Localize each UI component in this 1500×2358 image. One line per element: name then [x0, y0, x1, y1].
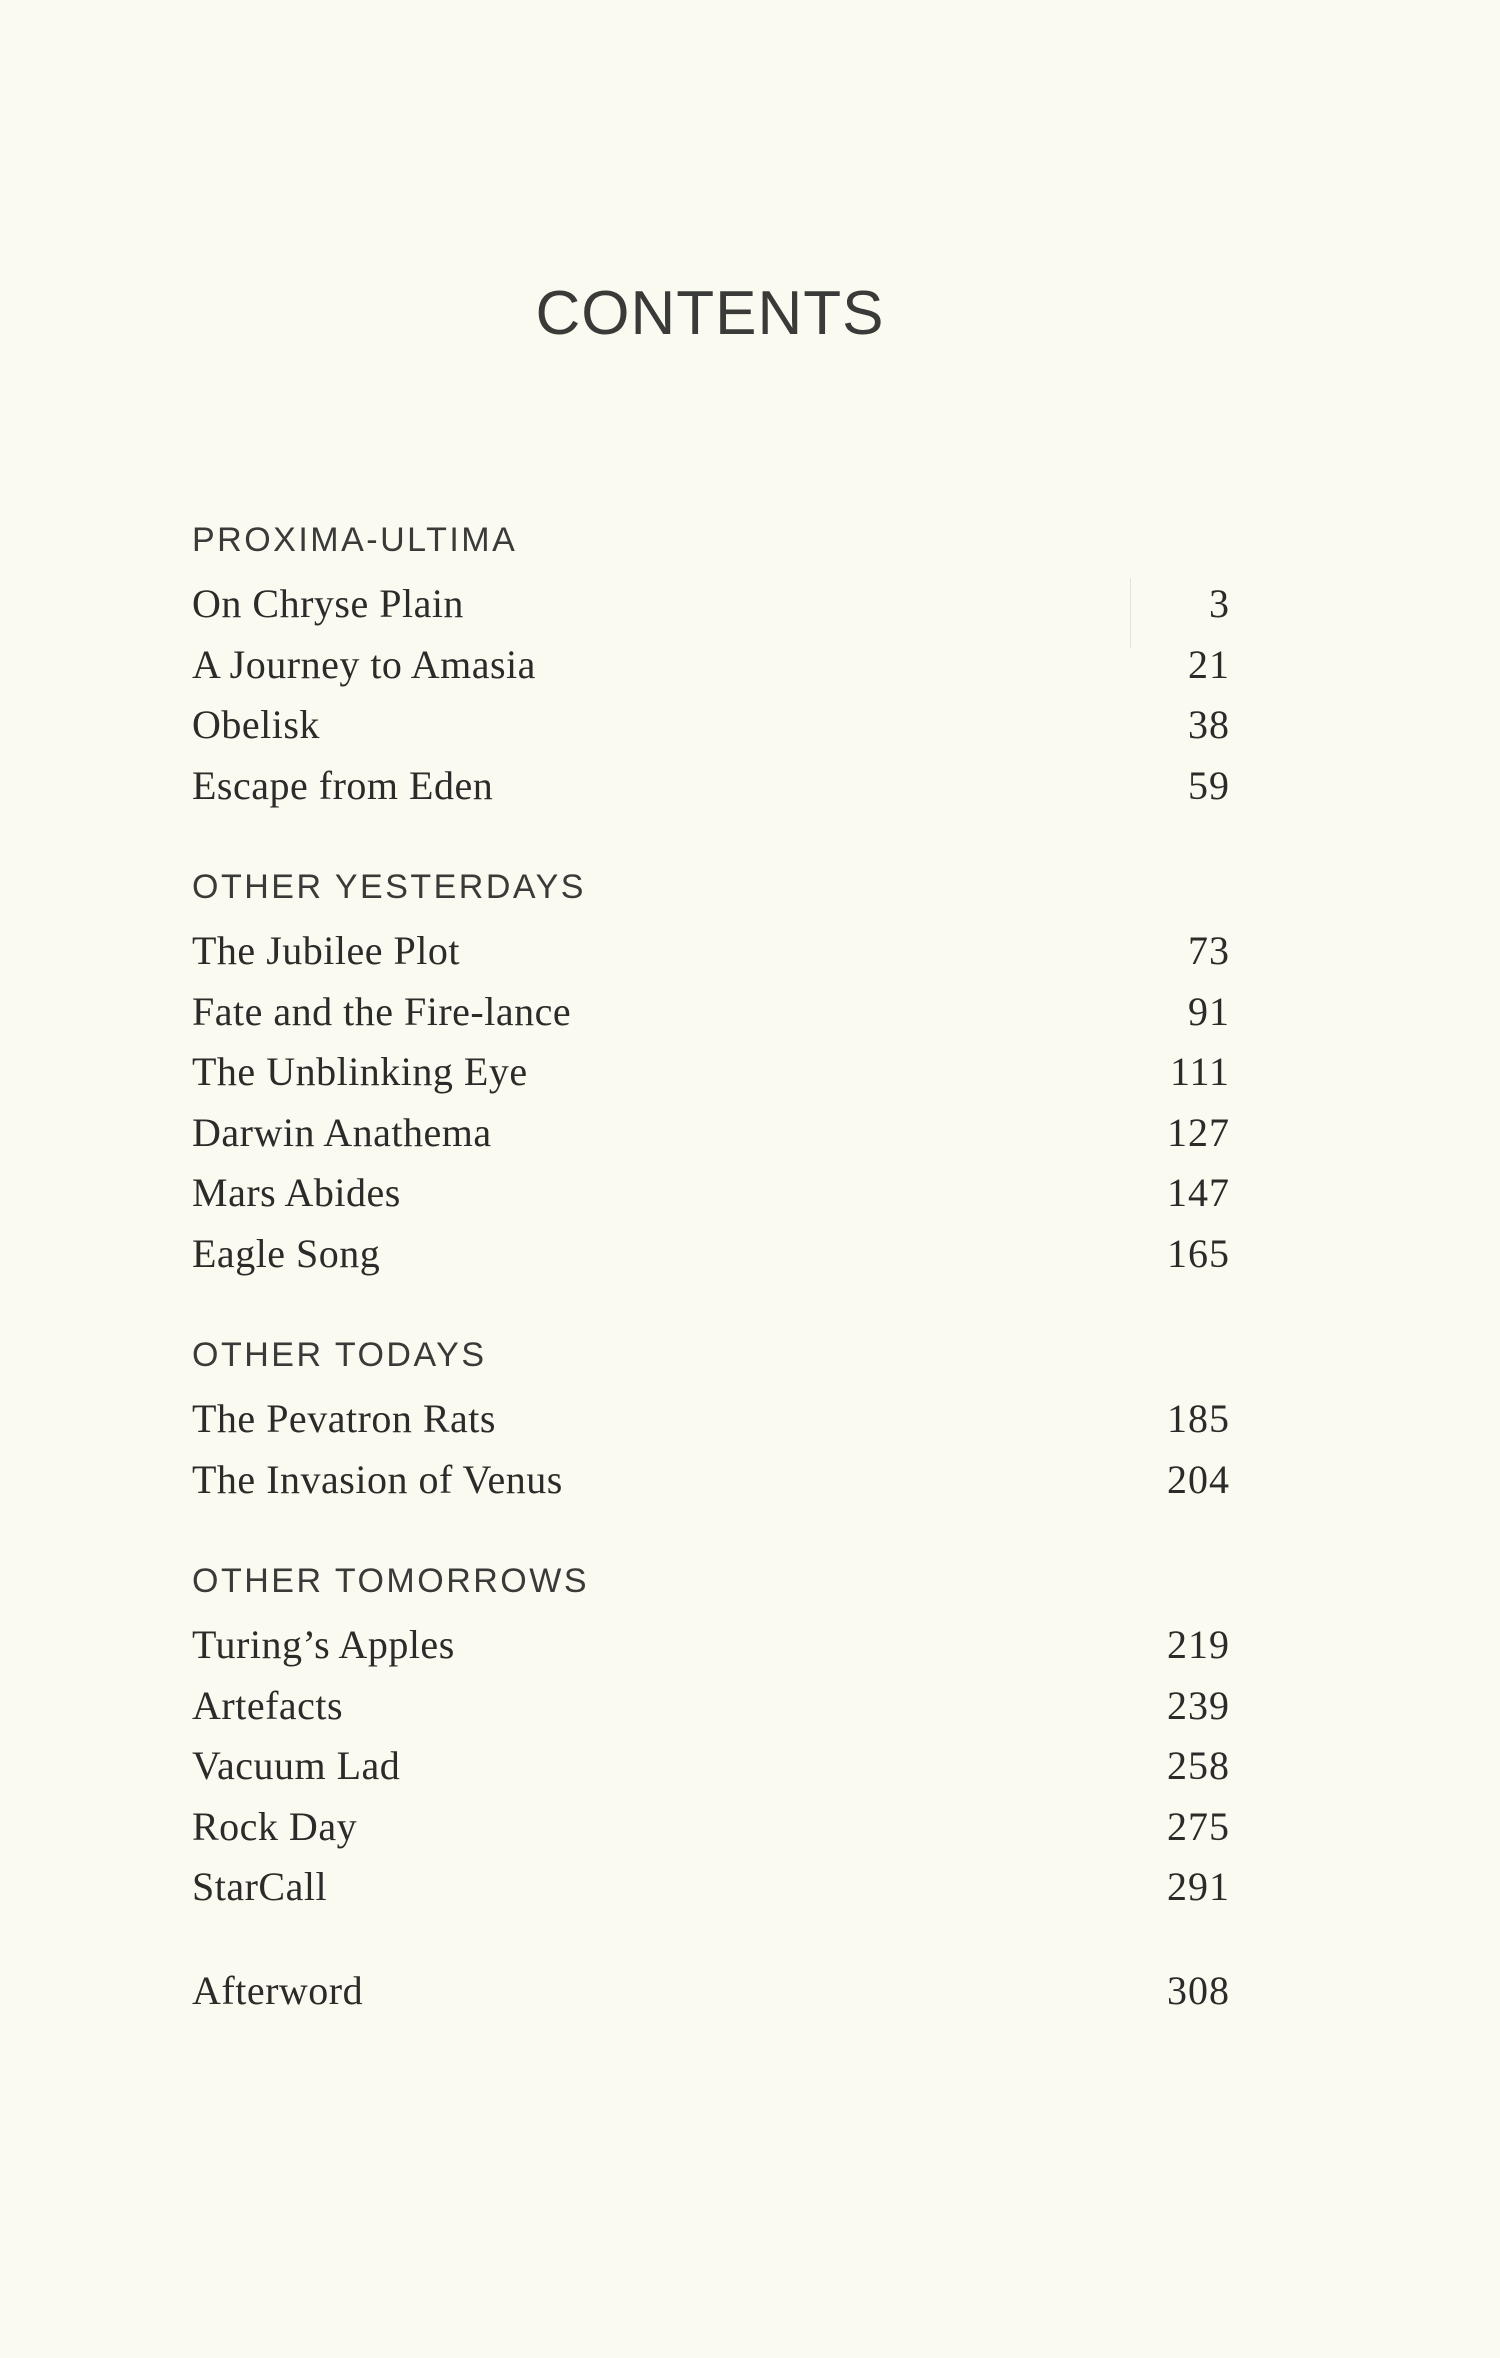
entry-title: StarCall — [192, 1864, 328, 1909]
entry-page-number: 204 — [1167, 1456, 1230, 1502]
toc-entry[interactable] — [192, 1389, 1230, 1450]
toc-entry[interactable] — [192, 1736, 1230, 1797]
entry-page-number: 219 — [1167, 1622, 1230, 1667]
section-other-yesterdays — [192, 859, 1230, 1284]
toc-entry[interactable] — [192, 1103, 1230, 1164]
page-title: CONTENTS — [535, 279, 885, 348]
entry-page-number: 258 — [1167, 1743, 1230, 1788]
toc-entry-afterword[interactable] — [192, 1961, 1230, 2022]
entry-page-number: 38 — [1188, 702, 1230, 747]
entry-title: Vacuum Lad — [192, 1743, 401, 1788]
entry-page-number: 147 — [1167, 1170, 1230, 1215]
entry-page-number: 21 — [1188, 641, 1230, 687]
entry-page-number: 239 — [1167, 1682, 1230, 1728]
entry-title: The Invasion of Venus — [192, 1456, 563, 1502]
toc-entry[interactable] — [192, 635, 1230, 696]
entry-title: Escape from Eden — [192, 762, 494, 808]
toc-entry[interactable] — [192, 1797, 1230, 1858]
entry-page-number: 308 — [1167, 1967, 1230, 2013]
entry-list — [192, 921, 1230, 1284]
entry-page-number: 185 — [1167, 1396, 1230, 1441]
entry-title: Mars Abides — [192, 1170, 401, 1215]
toc-entry[interactable] — [192, 574, 1230, 635]
entry-page-number: 165 — [1167, 1230, 1230, 1276]
entry-list — [192, 1389, 1230, 1510]
table-of-contents — [192, 512, 1230, 2021]
toc-entry[interactable] — [192, 695, 1230, 756]
entry-title: Artefacts — [192, 1682, 344, 1728]
entry-title: The Pevatron Rats — [192, 1396, 496, 1441]
entry-title: The Unblinking Eye — [192, 1049, 528, 1094]
entry-page-number: 59 — [1188, 762, 1230, 808]
entry-title: Turing’s Apples — [192, 1622, 455, 1667]
section-heading: OTHER YESTERDAYS — [192, 868, 586, 906]
section-heading: OTHER TODAYS — [192, 1336, 487, 1374]
entry-title: Obelisk — [192, 702, 320, 747]
toc-entry[interactable] — [192, 1615, 1230, 1676]
entry-page-number: 111 — [1169, 1049, 1230, 1094]
toc-entry[interactable] — [192, 1857, 1230, 1918]
entry-page-number: 91 — [1188, 988, 1230, 1034]
toc-entry[interactable] — [192, 1450, 1230, 1511]
entry-list — [192, 1615, 1230, 1918]
entry-title: Darwin Anathema — [192, 1109, 492, 1155]
entry-page-number: 127 — [1167, 1109, 1230, 1155]
toc-entry[interactable] — [192, 1676, 1230, 1737]
entry-title: A Journey to Amasia — [192, 641, 536, 687]
toc-entry[interactable] — [192, 982, 1230, 1043]
entry-title: Eagle Song — [192, 1230, 381, 1276]
section-heading: OTHER TOMORROWS — [192, 1562, 590, 1600]
entry-title: On Chryse Plain — [192, 581, 464, 626]
entry-title: Afterword — [192, 1967, 364, 2013]
entry-title: Rock Day — [192, 1803, 358, 1849]
toc-entry[interactable] — [192, 921, 1230, 982]
entry-page-number: 3 — [1209, 581, 1230, 626]
entry-title: Fate and the Fire-lance — [192, 988, 572, 1034]
section-proxima-ultima — [192, 512, 1230, 816]
toc-entry[interactable] — [192, 1163, 1230, 1224]
entry-page-number: 73 — [1188, 928, 1230, 973]
section-other-tomorrows — [192, 1553, 1230, 1918]
section-other-todays — [192, 1327, 1230, 1510]
toc-entry[interactable] — [192, 1042, 1230, 1103]
section-heading: PROXIMA-ULTIMA — [192, 521, 518, 559]
toc-entry[interactable] — [192, 756, 1230, 817]
entry-page-number: 291 — [1167, 1864, 1230, 1909]
entry-list — [192, 574, 1230, 816]
entry-title: The Jubilee Plot — [192, 928, 460, 973]
entry-page-number: 275 — [1167, 1803, 1230, 1849]
toc-entry[interactable] — [192, 1224, 1230, 1285]
